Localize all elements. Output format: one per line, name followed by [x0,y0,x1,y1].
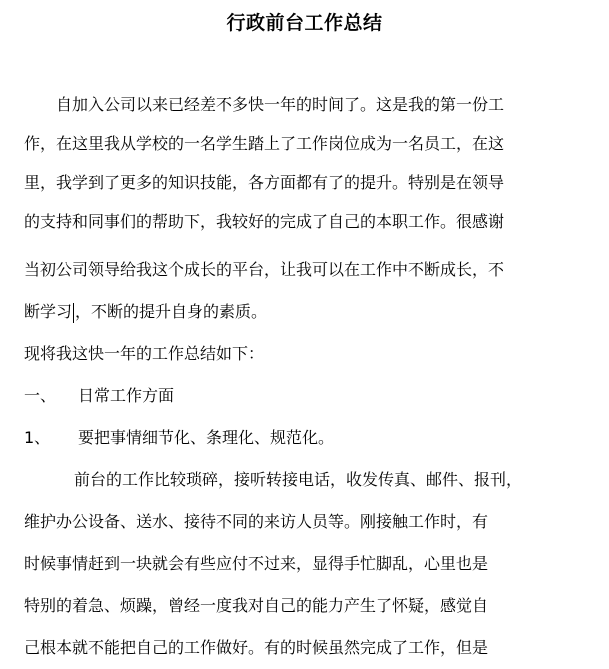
text-cursor [73,303,74,323]
paragraph1-line-4: 的支持和同事们的帮助下，我较好的完成了自己的本职工作。很感谢 [24,212,505,231]
paragraph1-line-2: 作，在这里我从学校的一名学生踏上了工作岗位成为一名员工，在这 [24,134,505,153]
item1-number: 1、 [24,428,51,447]
paragraph1-line-6a: 断学习 [24,302,73,321]
section1-title: 日常工作方面 [78,386,175,405]
paragraph2-line-3: 时候事情赶到一块就会有些应付不过来，显得手忙脚乱，心里也是 [24,554,489,573]
paragraph1-line-5: 当初公司领导给我这个成长的平台，让我可以在工作中不断成长，不 [24,260,505,279]
paragraph2-line-1: 前台的工作比较琐碎，接听转接电话，收发传真、邮件、报刊， [74,470,523,489]
paragraph1-line-6b: ，不断的提升自身的素质。 [75,302,268,321]
paragraph2-line-4: 特别的着急、烦躁，曾经一度我对自己的能力产生了怀疑，感觉自 [24,596,489,615]
paragraph1-line-1: 自加入公司以来已经差不多快一年的时间了。这是我的第一份工 [56,95,505,114]
paragraph1-line-6 [24,302,267,323]
item1-title: 要把事情细节化、条理化、规范化。 [78,428,335,447]
summary-intro: 现将我这快一年的工作总结如下： [24,344,265,363]
document-title: 行政前台工作总结 [226,12,383,34]
paragraph2-line-5: 己根本就不能把自己的工作做好。有的时候虽然完成了工作，但是 [24,638,489,657]
paragraph2-line-2: 维护办公设备、送水、接待不同的来访人员等。刚接触工作时，有 [24,512,489,531]
paragraph1-line-3: 里，我学到了更多的知识技能，各方面都有了的提升。特别是在领导 [24,173,505,192]
section1-number: 一、 [24,386,57,405]
